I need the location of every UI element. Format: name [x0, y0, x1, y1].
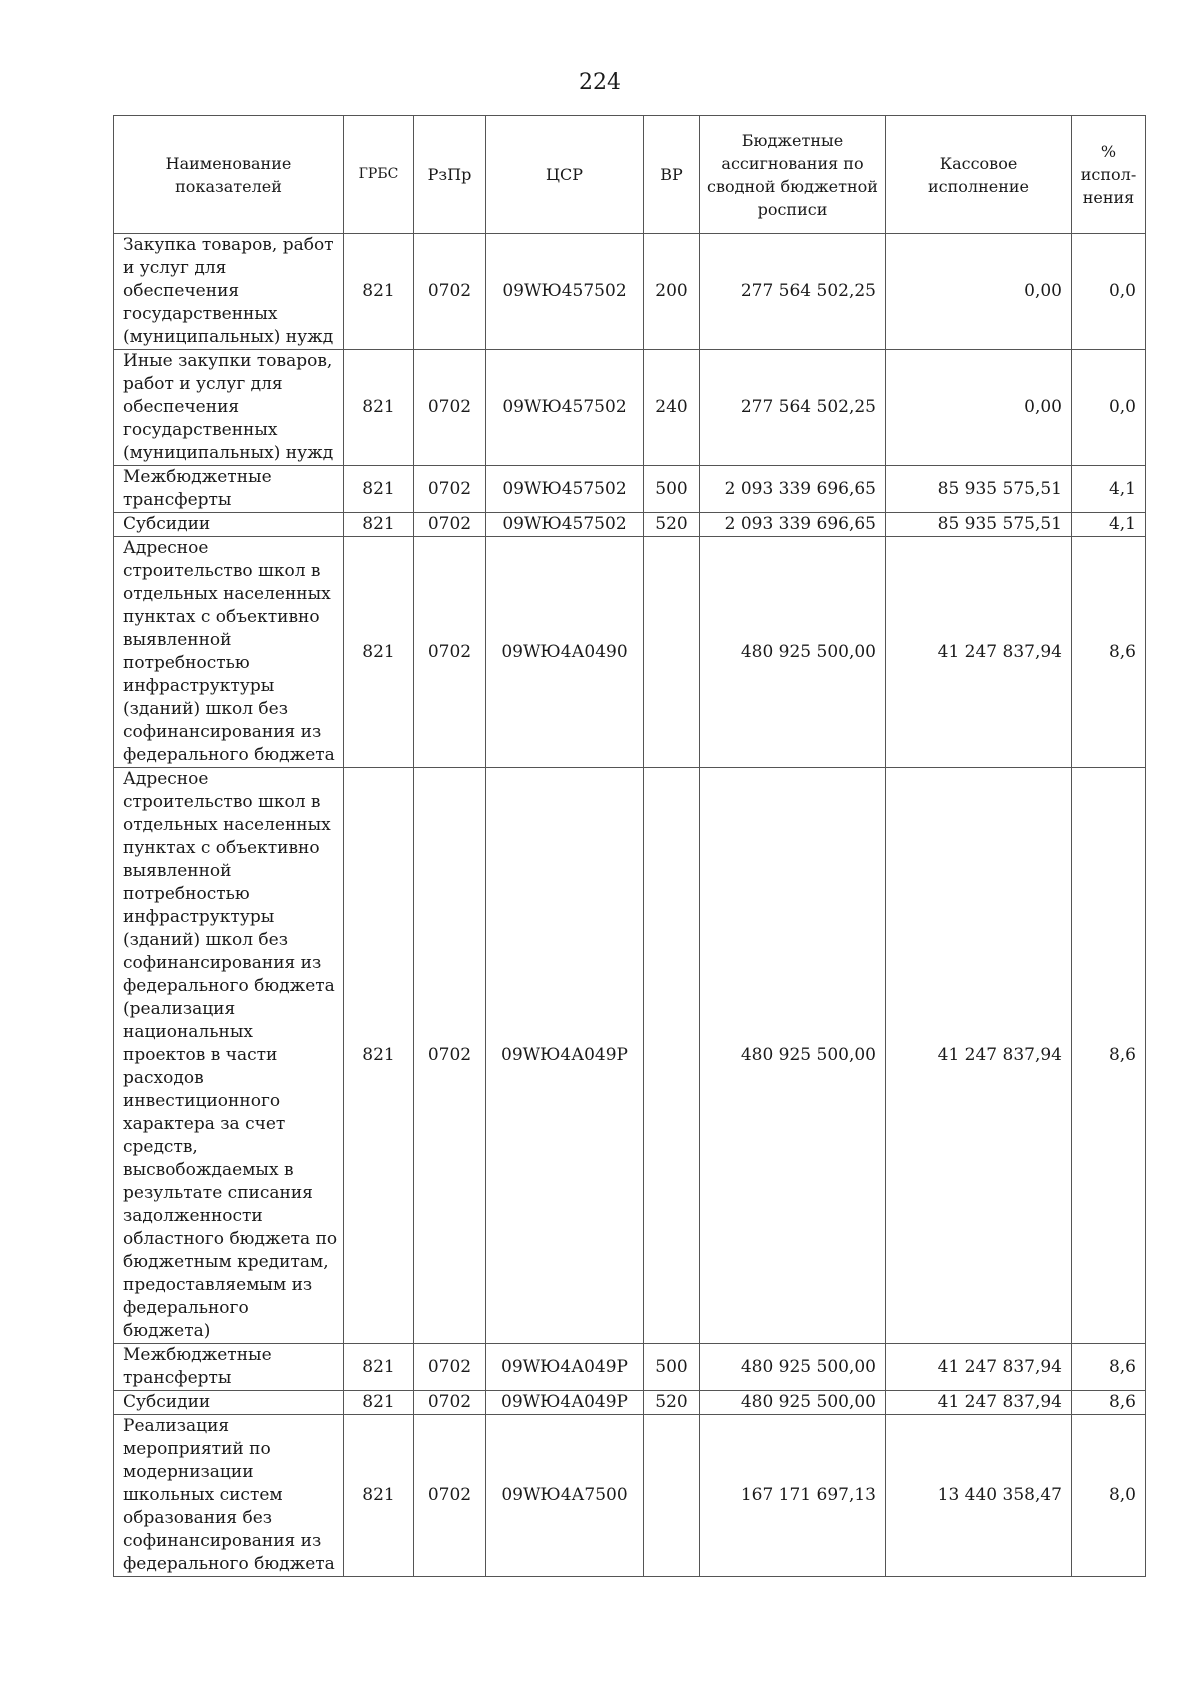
row-csr: 09WЮ457502 [486, 234, 644, 350]
row-rzpr: 0702 [414, 350, 486, 466]
table-row [114, 466, 1146, 513]
row-name: Реализация мероприятий по модернизации школьных систем образования без софинансирования из федерального бюджета [114, 1415, 344, 1577]
row-budget: 2 093 339 696,65 [700, 513, 886, 537]
row-cash: 0,00 [886, 234, 1072, 350]
row-rzpr: 0702 [414, 1391, 486, 1415]
row-grbs: 821 [344, 1344, 414, 1391]
row-budget: 480 925 500,00 [700, 1391, 886, 1415]
row-grbs: 821 [344, 350, 414, 466]
row-rzpr: 0702 [414, 768, 486, 1344]
row-rzpr: 0702 [414, 537, 486, 768]
row-csr: 09WЮ4А049Р [486, 768, 644, 1344]
row-percent: 0,0 [1072, 350, 1146, 466]
row-budget: 277 564 502,25 [700, 234, 886, 350]
row-percent: 4,1 [1072, 513, 1146, 537]
row-budget: 480 925 500,00 [700, 537, 886, 768]
row-percent: 8,0 [1072, 1415, 1146, 1577]
table-row [114, 1344, 1146, 1391]
row-vr: 240 [644, 350, 700, 466]
table-row [114, 1415, 1146, 1577]
row-percent: 4,1 [1072, 466, 1146, 513]
header-grbs: ГРБС [344, 116, 414, 234]
row-budget: 277 564 502,25 [700, 350, 886, 466]
page-number: 224 [579, 70, 621, 95]
table-row [114, 350, 1146, 466]
header-rzpr: РзПр [414, 116, 486, 234]
row-budget: 480 925 500,00 [700, 768, 886, 1344]
row-grbs: 821 [344, 234, 414, 350]
table-row [114, 537, 1146, 768]
table-row [114, 234, 1146, 350]
header-name: Наименование показателей [114, 116, 344, 234]
row-cash: 85 935 575,51 [886, 513, 1072, 537]
row-vr: 500 [644, 466, 700, 513]
table-row [114, 768, 1146, 1344]
header-csr: ЦСР [486, 116, 644, 234]
row-cash: 85 935 575,51 [886, 466, 1072, 513]
row-csr: 09WЮ4А7500 [486, 1415, 644, 1577]
row-csr: 09WЮ4А049Р [486, 1344, 644, 1391]
row-vr: 200 [644, 234, 700, 350]
row-percent: 8,6 [1072, 537, 1146, 768]
row-vr: 520 [644, 1391, 700, 1415]
row-cash: 41 247 837,94 [886, 768, 1072, 1344]
row-percent: 8,6 [1072, 768, 1146, 1344]
row-percent: 8,6 [1072, 1391, 1146, 1415]
row-csr: 09WЮ4А0490 [486, 537, 644, 768]
header-budget: Бюджетные ассигнования по сводной бюджетной росписи [700, 116, 886, 234]
row-rzpr: 0702 [414, 1415, 486, 1577]
row-name: Адресное строительство школ в отдельных населенных пунктах с объективно выявленной потребностью инфраструктуры (зданий) школ без софинансирования из федерального бюджета [114, 537, 344, 768]
table-row [114, 1391, 1146, 1415]
row-vr: 500 [644, 1344, 700, 1391]
row-grbs: 821 [344, 1415, 414, 1577]
header-vr: ВР [644, 116, 700, 234]
row-csr: 09WЮ457502 [486, 513, 644, 537]
row-rzpr: 0702 [414, 466, 486, 513]
row-cash: 41 247 837,94 [886, 537, 1072, 768]
row-grbs: 821 [344, 513, 414, 537]
row-name: Субсидии [114, 513, 344, 537]
row-vr [644, 768, 700, 1344]
row-csr: 09WЮ457502 [486, 350, 644, 466]
row-cash: 13 440 358,47 [886, 1415, 1072, 1577]
row-cash: 41 247 837,94 [886, 1344, 1072, 1391]
row-rzpr: 0702 [414, 513, 486, 537]
row-csr: 09WЮ457502 [486, 466, 644, 513]
table-header-row [114, 116, 1146, 234]
row-grbs: 821 [344, 466, 414, 513]
header-percent: % испол-нения [1072, 116, 1146, 234]
row-name: Адресное строительство школ в отдельных населенных пунктах с объективно выявленной потребностью инфраструктуры (зданий) школ без софинансирования из федерального бюджета (реализация национальных проектов в части расходов инвестиционного характера за счет средств, высвобождаемых в результате списания задолженности областного бюджета по бюджетным кредитам, предоставляемым из федерального бюджета) [114, 768, 344, 1344]
row-vr [644, 537, 700, 768]
row-name: Межбюджетные трансферты [114, 466, 344, 513]
row-rzpr: 0702 [414, 234, 486, 350]
row-name: Закупка товаров, работ и услуг для обеспечения государственных (муниципальных) нужд [114, 234, 344, 350]
row-grbs: 821 [344, 768, 414, 1344]
row-vr: 520 [644, 513, 700, 537]
row-name: Иные закупки товаров, работ и услуг для обеспечения государственных (муниципальных) нужд [114, 350, 344, 466]
row-name: Субсидии [114, 1391, 344, 1415]
row-grbs: 821 [344, 537, 414, 768]
row-grbs: 821 [344, 1391, 414, 1415]
row-percent: 8,6 [1072, 1344, 1146, 1391]
row-vr [644, 1415, 700, 1577]
row-csr: 09WЮ4А049Р [486, 1391, 644, 1415]
row-percent: 0,0 [1072, 234, 1146, 350]
row-name: Межбюджетные трансферты [114, 1344, 344, 1391]
row-budget: 480 925 500,00 [700, 1344, 886, 1391]
row-rzpr: 0702 [414, 1344, 486, 1391]
row-budget: 167 171 697,13 [700, 1415, 886, 1577]
header-cash: Кассовое исполнение [886, 116, 1072, 234]
row-cash: 0,00 [886, 350, 1072, 466]
row-cash: 41 247 837,94 [886, 1391, 1072, 1415]
row-budget: 2 093 339 696,65 [700, 466, 886, 513]
budget-table [113, 115, 1146, 1577]
table-row [114, 513, 1146, 537]
